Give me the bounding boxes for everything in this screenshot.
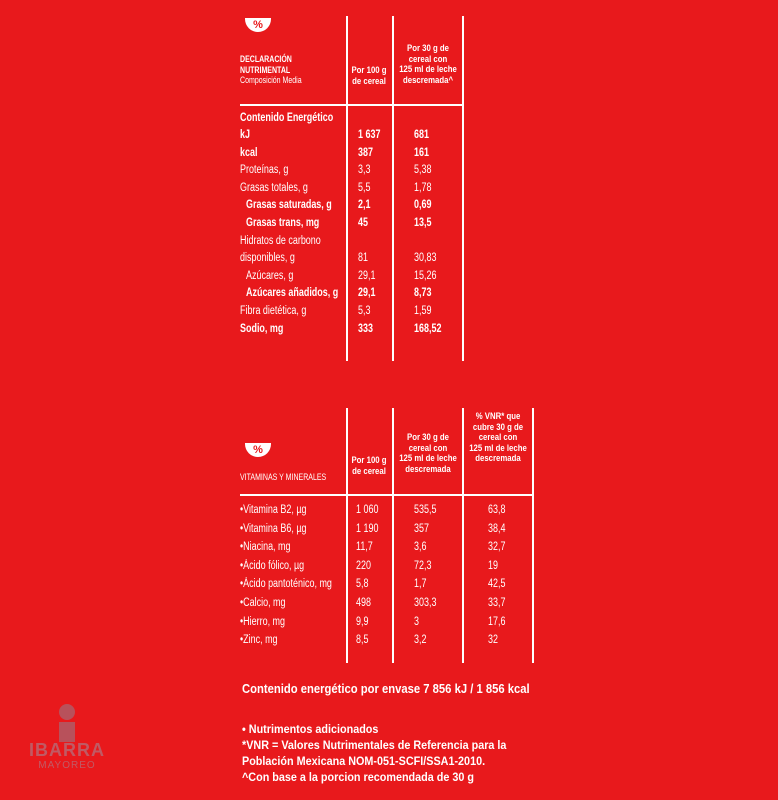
value-per-100g: 9,9 (356, 615, 369, 628)
table2-divider (462, 408, 464, 663)
vitamin-label: •Zinc, mg (240, 634, 278, 647)
row-label: disponibles, g (240, 252, 295, 265)
table2-header-rule (240, 494, 534, 496)
value-per-serving: 0,69 (414, 199, 432, 212)
value-per-100g: 29,1 (358, 269, 376, 282)
row-label: Fibra dietética, g (240, 305, 307, 317)
footnote: • Nutrimentos adicionados (242, 722, 379, 736)
row-label: Hidratos de carbono (240, 234, 321, 247)
vitamin-label: •Hierro, mg (240, 615, 286, 628)
table1-header-rule (240, 104, 464, 106)
vitamin-label: •Ácido fólico, µg (240, 559, 305, 572)
table1-divider (462, 16, 464, 361)
value-per-100g: 29,1 (358, 287, 376, 300)
value-per-serving: 303,3 (414, 597, 437, 609)
vitamin-label: •Vitamina B6, µg (240, 522, 307, 535)
value-per-100g: 5,3 (358, 305, 371, 317)
value-per-serving: 3,6 (414, 541, 427, 554)
row-label: Azúcares, g (246, 269, 294, 282)
vnr-percent: 33,7 (488, 597, 506, 609)
value-per-100g: 81 (358, 252, 368, 265)
table2-col3-header: % VNR* que cubre 30 g de cereal con 125 ml de leche descremada (469, 411, 527, 464)
value-per-100g: 220 (356, 559, 371, 572)
table1-divider (346, 16, 348, 361)
value-per-serving: 3,2 (414, 634, 427, 647)
vnr-percent: 38,4 (488, 522, 506, 535)
value-per-serving: 15,26 (414, 269, 437, 282)
row-label: Azúcares añadidos, g (246, 287, 339, 300)
vnr-percent: 32 (488, 634, 498, 647)
row-label: Grasas totales, g (240, 181, 308, 194)
table1-col2-header: Por 30 g de cereal con 125 ml de leche descremada^ (399, 43, 457, 86)
row-label: Grasas saturadas, g (246, 199, 332, 212)
value-per-100g: 45 (358, 217, 368, 229)
vnr-percent: 17,6 (488, 615, 506, 628)
row-label: Sodio, mg (240, 322, 284, 335)
vnr-percent: 42,5 (488, 578, 506, 591)
energy-per-package: Contenido energético por envase 7 856 kJ / 1 856 kcal (242, 682, 530, 696)
value-per-serving: 8,73 (414, 287, 432, 300)
value-per-100g: 1 190 (356, 522, 379, 535)
vnr-percent: 32,7 (488, 541, 506, 554)
value-per-serving: 13,5 (414, 217, 432, 229)
vitamin-label: •Ácido pantoténico, mg (240, 578, 332, 591)
value-per-serving: 1,59 (414, 305, 432, 317)
value-per-100g: 5,8 (356, 578, 369, 591)
watermark-brand: IBARRA (29, 740, 105, 760)
table2-title: VITAMINAS Y MINERALES (240, 472, 327, 482)
vitamin-label: •Calcio, mg (240, 597, 286, 609)
footnote: *VNR = Valores Nutrimentales de Referencia para la (242, 738, 507, 752)
value-per-serving: 168,52 (414, 322, 442, 335)
value-per-100g: 8,5 (356, 634, 369, 647)
row-label: Proteínas, g (240, 164, 289, 177)
watermark-sub: MAYOREO (38, 760, 96, 771)
value-per-serving: 161 (414, 146, 429, 159)
value-per-100g: 11,7 (356, 541, 373, 554)
vnr-percent: 19 (488, 559, 498, 572)
table2-divider (346, 408, 348, 663)
row-label: Grasas trans, mg (246, 217, 320, 229)
table2-divider (532, 408, 534, 663)
value-per-serving: 1,78 (414, 181, 432, 194)
vitamin-label: •Vitamina B2, µg (240, 504, 307, 516)
vnr-percent: 63,8 (488, 504, 506, 516)
table2-col2-header: Por 30 g de cereal con 125 ml de leche descremada (399, 432, 457, 475)
value-per-100g: 1 060 (356, 504, 379, 516)
value-per-100g: 498 (356, 597, 371, 609)
value-per-serving: 30,83 (414, 252, 437, 265)
value-per-100g: 387 (358, 146, 373, 159)
ibarra-watermark-logo (22, 700, 112, 790)
percent-icon: % (245, 443, 271, 457)
vitamin-label: •Niacina, mg (240, 541, 291, 554)
table1-col1-header: Por 100 g de cereal (351, 65, 387, 87)
table2-divider (392, 408, 394, 663)
value-per-100g: 3,3 (358, 164, 371, 177)
section-label: Contenido Energético (240, 112, 334, 124)
value-per-serving: 72,3 (414, 559, 432, 572)
row-label: kJ (240, 129, 250, 141)
table2-col1-header: Por 100 g de cereal (351, 455, 387, 477)
percent-icon: % (245, 18, 271, 32)
table1-title: DECLARACIÓN NUTRIMENTAL Composición Media (240, 54, 302, 85)
footnote: Población Mexicana NOM-051-SCFI/SSA1-2010. (242, 754, 486, 768)
value-per-serving: 5,38 (414, 164, 432, 177)
value-per-serving: 681 (414, 129, 429, 141)
value-per-100g: 1 637 (358, 129, 381, 141)
value-per-serving: 3 (414, 615, 419, 628)
table1-divider (392, 16, 394, 361)
value-per-100g: 2,1 (358, 199, 371, 212)
value-per-serving: 357 (414, 522, 429, 535)
value-per-100g: 5,5 (358, 181, 371, 194)
value-per-100g: 333 (358, 322, 373, 335)
value-per-serving: 1,7 (414, 578, 427, 591)
value-per-serving: 535,5 (414, 504, 437, 516)
row-label: kcal (240, 146, 258, 159)
footnote: ^Con base a la porcion recomendada de 30 g (242, 770, 474, 784)
